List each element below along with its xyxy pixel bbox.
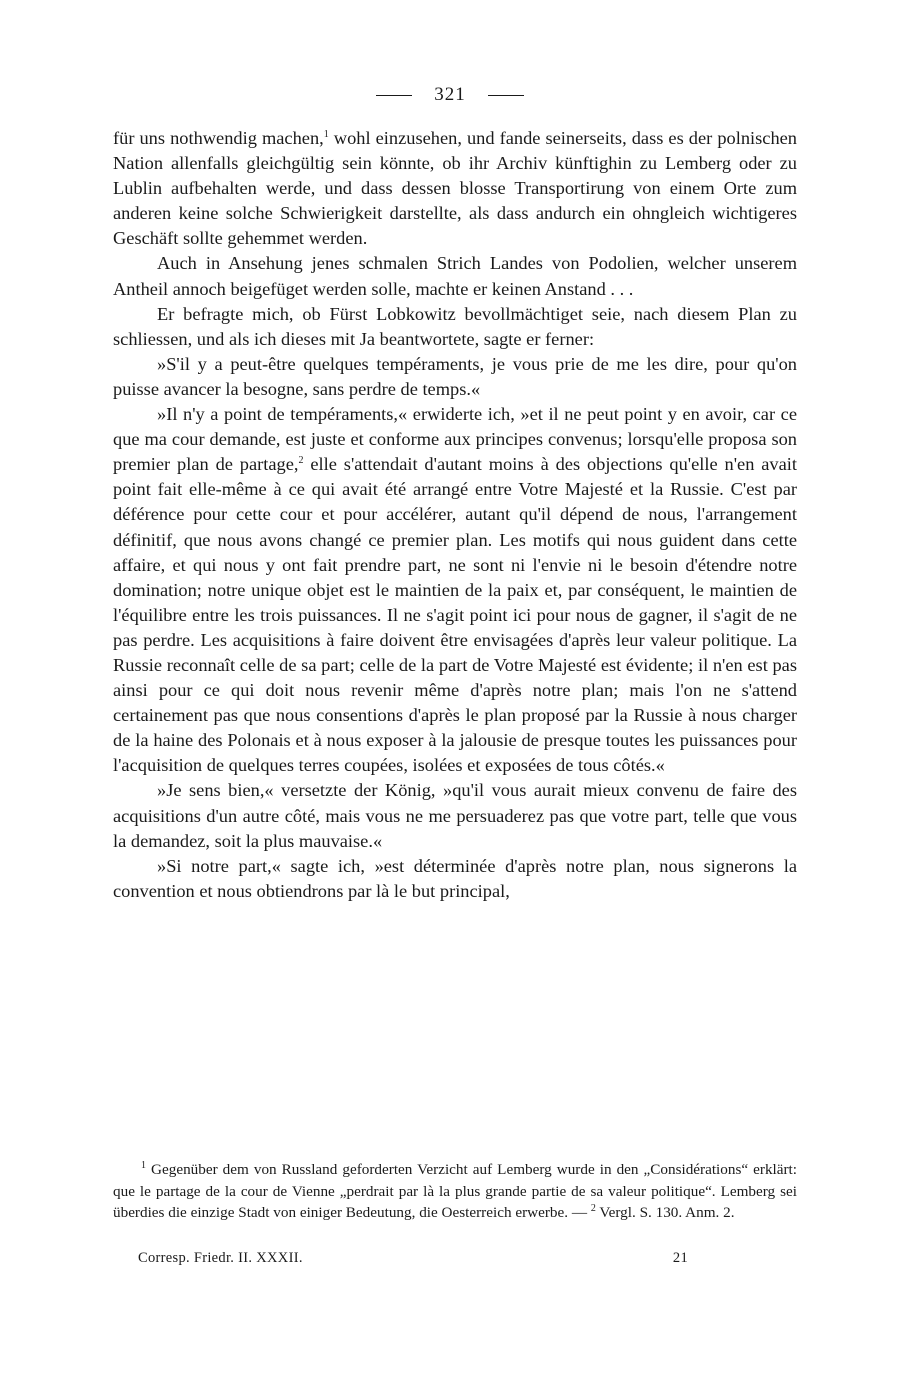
header-rule-left	[376, 95, 412, 96]
paragraph-1-text-b: wohl einzusehen, und fande seinerseits, dass es der polnischen Nation allenfalls gleichgültig sein könnte, ob ihr Archiv künftighin zu Lemberg oder zu Lublin aufbehalten werde, und dass dessen blosse Transportirung von einem Orte zum anderen keine solche Schwierigkeit darstellte, als dass andurch ein ohngleich wichtigeres Geschäft sollte gehemmet werden.	[113, 128, 797, 249]
signature-number: 21	[672, 1250, 688, 1266]
page-number: 321	[434, 84, 466, 105]
footnotes	[113, 1159, 797, 1224]
footnote-2-text: Vergl. S. 130. Anm. 2.	[595, 1204, 735, 1221]
footnote-1	[113, 1159, 797, 1224]
paragraph-6: »Je sens bien,« versetzte der König, »qu'il vous aurait mieux convenu de faire des acquisitions d'un autre côté, mais vous ne me persuaderez pas que votre part, telle que vous la demandez, soit la plus mauvaise.«	[113, 780, 797, 851]
signature-line	[138, 1250, 688, 1267]
paragraph-5-text-a: »Il n'y a point de tempéraments,« erwiderte ich, »et il ne peut point y en avoir, car ce que ma cour demande, est juste et conforme aux principes convenus; lorsqu'elle proposa son premier plan de partage,	[113, 404, 797, 475]
page-header	[0, 84, 900, 106]
paragraph-3: Er befragte mich, ob Fürst Lobkowitz bevollmächtiget seie, nach diesem Plan zu schliessen, und als ich dieses mit Ja beantwortete, sagte er ferner:	[113, 303, 797, 349]
footnote-marker-2: 2	[590, 1202, 596, 1214]
header-rule-right	[488, 95, 524, 96]
paragraph-5	[113, 402, 797, 778]
footnote-ref-2: 2	[298, 455, 304, 467]
paragraph-1	[113, 126, 797, 251]
footnote-marker-1: 1	[141, 1159, 146, 1171]
paragraph-2: Auch in Ansehung jenes schmalen Strich Landes von Podolien, welcher unserem Antheil annoch beigefüget werden solle, machte er keinen Anstand . . .	[113, 253, 797, 299]
body-text	[113, 126, 797, 904]
footnote-ref-1: 1	[323, 128, 329, 140]
footnote-1-text: Gegenüber dem von Russland geforderten Verzicht auf Lemberg wurde in den „Considérations“ erklärt: que le partage de la cour de Vienne „perdrait par là la plus grande partie de sa valeur politique“. Lemberg sei überdies die einzige Stadt von einiger Bedeutung, die Oesterreich erwerbe. —	[113, 1161, 797, 1221]
paragraph-1-text-a: für uns nothwendig machen,	[113, 128, 324, 148]
paragraph-7: »Si notre part,« sagte ich, »est déterminée d'après notre plan, nous signerons la convention et nous obtiendrons par là le but principal,	[113, 855, 797, 901]
paragraph-4: »S'il y a peut-être quelques tempéraments, je vous prie de me les dire, pour qu'on puisse avancer la besogne, sans perdre de temps.«	[113, 353, 797, 399]
signature-text: Corresp. Friedr. II. XXXII.	[138, 1250, 303, 1266]
paragraph-5-text-b: elle s'attendait d'autant moins à des objections qu'elle n'en avait point fait elle-même à ce qui avait été arrangé entre Votre Majesté et la Russie. C'est par déférence pour cette cour et pour accélérer, autant qu'il dépend de nous, l'arrangement définitif, que nous avons changé ce premier plan. Les motifs qui nous guident dans cette affaire, et qui nous y ont fait prendre part, ne sont ni l'envie ni le besoin d'étendre notre domination; notre unique objet est le maintien de la paix et, par conséquent, le maintien de l'équilibre entre les trois puissances. Il ne s'agit point ici pour nous de gagner, il s'agit de ne pas perdre. Les acquisitions à faire doivent être envisagées d'après leur valeur politique. La Russie reconnaît celle de sa part; celle de la part de Votre Majesté est évidente; il n'en est pas ainsi pour ce qui doit nous revenir même d'après notre plan; mais l'on ne s'attend certainement pas que nous consentions d'après le plan proposé par la Russie à nous charger de la haine des Polonais et à nous exposer à la jalousie de presque toutes les puissances pour l'acquisition de quelques terres coupées, isolées et exposées de tous côtés.«	[113, 454, 797, 776]
